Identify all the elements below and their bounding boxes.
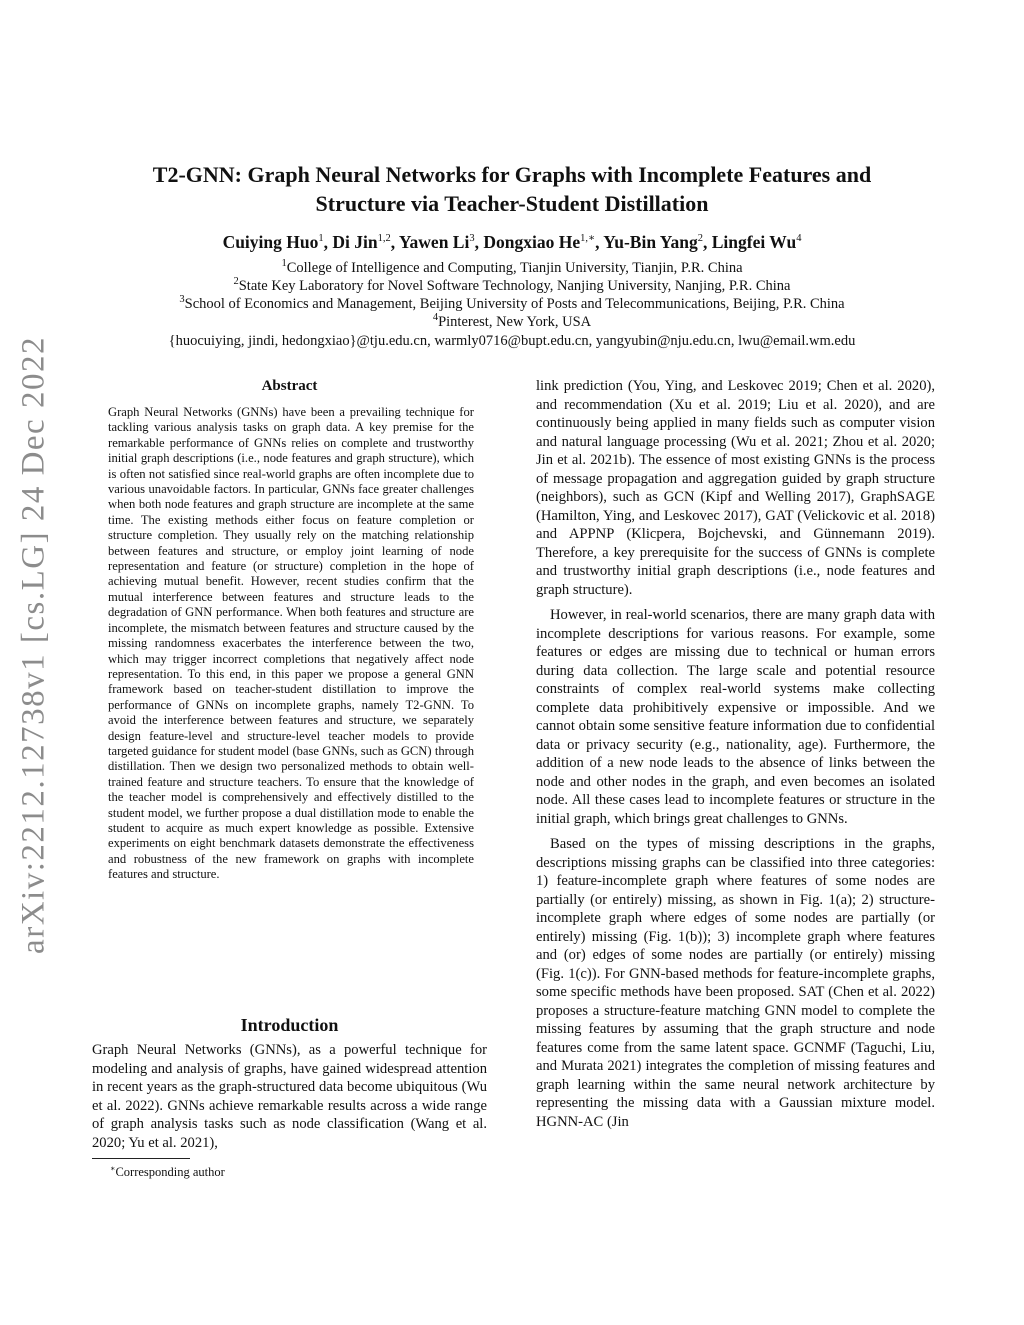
affiliation-2: $^2$State Key Laboratory for Novel Software Technology, Nanjing University, Nanjing, P.R. China	[233, 276, 791, 294]
footnote-marker: ∗	[110, 1164, 116, 1173]
author: Yawen Li$^3$,	[398, 232, 484, 252]
introduction-section	[92, 1014, 487, 1152]
affiliation-4: $^4$Pinterest, New York, USA	[432, 312, 592, 330]
author-emails: {huocuiying, jindi, hedongxiao}@tju.edu.cn, warmly0716@bupt.edu.cn, yangyubin@nju.edu.cn, lwu@email.wm.edu	[168, 333, 856, 349]
affiliation-1: $^1$College of Intelligence and Computing, Tianjin University, Tianjin, P.R. China	[281, 258, 743, 276]
intro-paragraph-1: Graph Neural Networks (GNNs), as a powerful technique for modeling and analysis of graphs, have gained widespread attention in recent years as the graph-structured data become ubiquitous (Wu et al. 2022). GNNs achieve remarkable results across a wide range of graph analysis tasks such as node classification (Wang et al. 2020; Yu et al. 2021),	[92, 1042, 487, 1151]
author: Dongxiao $He^{1,∗}$,	[483, 232, 604, 252]
right-column	[536, 377, 935, 1131]
paper-title	[60, 160, 964, 218]
title-line-2: Structure via Teacher-Student Distillation	[315, 191, 709, 216]
author: Cuiying Huo$^1$,	[222, 232, 333, 252]
author: Yu-Bin Yang$^2$,	[603, 232, 712, 252]
abstract-heading-wrap	[92, 377, 487, 395]
right-paragraph-2: However, in real-world scenarios, there are many graph data with incomplete descriptions for various reasons. For example, some features or edges are missing due to technical or human errors during data collection. The large scale and potential resource constraints of complex real-world systems make collecting complete data prohibitively expensive or impossible. And we cannot obtain some sensitive feature information due to confidential data or privacy security (e.g., nationality, age). Furthermore, the addition of a new node leads to the absence of links between the node and other nodes in the graph, and even becomes an isolated node. All these cases lead to incomplete features or structure in the initial graph, which brings great challenges to GNNs.	[536, 607, 935, 827]
abstract-heading: Abstract	[261, 378, 318, 394]
introduction-heading: Introduction	[240, 1015, 339, 1035]
affiliation-3: $^3$School of Economics and Management, Beijing University of Posts and Telecommunications, Beijing, P.R. China	[179, 294, 845, 312]
right-paragraph-1: link prediction (You, Ying, and Leskovec 2019; Chen et al. 2020), and recommendation (Xu et al. 2019; Liu et al. 2020), and are continuously being applied in many fields such as computer vision and natural language processing (Wu et al. 2021; Zhou et al. 2020; Jin et al. 2021b). The essence of most existing GNNs is the process of message propagation and aggregation guided by graph structure (neighbors), such as GCN (Kipf and Welling 2017), GraphSAGE (Hamilton, Ying, and Leskovec 2017), GAT (Velickovic et al. 2018) and APPNP (Klicpera, Bojchevski, and Günnemann 2019). Therefore, a key prerequisite for the success of GNNs is complete and trustworthy initial graph descriptions (i.e., node features and graph structure).	[536, 378, 935, 598]
footnote	[110, 1161, 225, 1180]
footnote-rule	[92, 1158, 190, 1159]
arxiv-identifier-text: arXiv:2212.12738v1 [cs.LG] 24 Dec 2022	[15, 336, 52, 954]
footnote-text: Corresponding author	[115, 1165, 225, 1180]
right-paragraph-3: Based on the types of missing descriptions in the graphs, descriptions missing graphs can be classified into three categories: 1) feature-incomplete graph where features of some nodes are partially (or entirely) missing, as shown in Fig. 1(a); 2) structure-incomplete graph where edges of some nodes are partially (or entirely) missing (Fig. 1(b)); 3) incomplete graph where features and (or) edges of some nodes are partially (or entirely) missing (Fig. 1(c)). For GNN-based methods for feature-incomplete graphs, some specific methods have been proposed. SAT (Chen et al. 2022) proposes a structure-feature matching GNN model to complete the missing features by assuming that the graph structure and node features come from the same latent space. GCNMF (Taguchi, Liu, and Murata 2021) integrates the completion of missing features and graph learning within the same neural network architecture by representing the missing data with a Gaussian mixture model. HGNN-AC (Jin	[536, 836, 935, 1130]
author-list	[60, 231, 964, 253]
author: Lingfei Wu$^4$	[711, 232, 802, 252]
title-line-1: T2-GNN: Graph Neural Networks for Graphs with Incomplete Features and	[152, 162, 872, 187]
abstract-body: Graph Neural Networks (GNNs) have been a prevailing technique for tackling various analysis tasks on graph data. A key premise for the remarkable performance of GNNs relies on complete and trustworthy initial graph descriptions (i.e., node features and graph structure), which is often not satisfied since real-world graphs are often incomplete due to various unavoidable factors. In particular, GNNs face greater challenges when both node features and graph structure are incomplete at the same time. The existing methods either focus on feature completion or structure completion. They usually rely on the matching relationship between features and structure, or employ joint learning of node representation and feature (or structure) completion in the hope of achieving mutual benefit. However, recent studies confirm that the mutual interference between features and structure leads to the degradation of GNN performance. When both features and structure are incomplete, the mismatch between features and structure caused by the missing randomness exacerbates the interference between the two, which may trigger incorrect completions that negatively affect node representation. To this end, in this paper we propose a general GNN framework based on teacher-student distillation to improve the performance of GNNs on incomplete graphs, namely T2-GNN. To avoid the interference between features and structure, we separately design feature-level and structure-level teacher models to provide targeted guidance for student model (base GNNs, such as GCN) through distillation. Then we design two personalized methods to obtain well-trained feature and structure teachers. To ensure that the knowledge of the teacher model is comprehensively and effectively distilled to the student model, we further propose a dual distillation mode to enable the student to acquire as much expert knowledge as possible. Extensive experiments on eight benchmark datasets demonstrate the effectiveness and robustness of the new framework on graphs with incomplete features and structure.	[108, 405, 474, 882]
author: Di Jin$^{1,2}$,	[332, 232, 399, 252]
